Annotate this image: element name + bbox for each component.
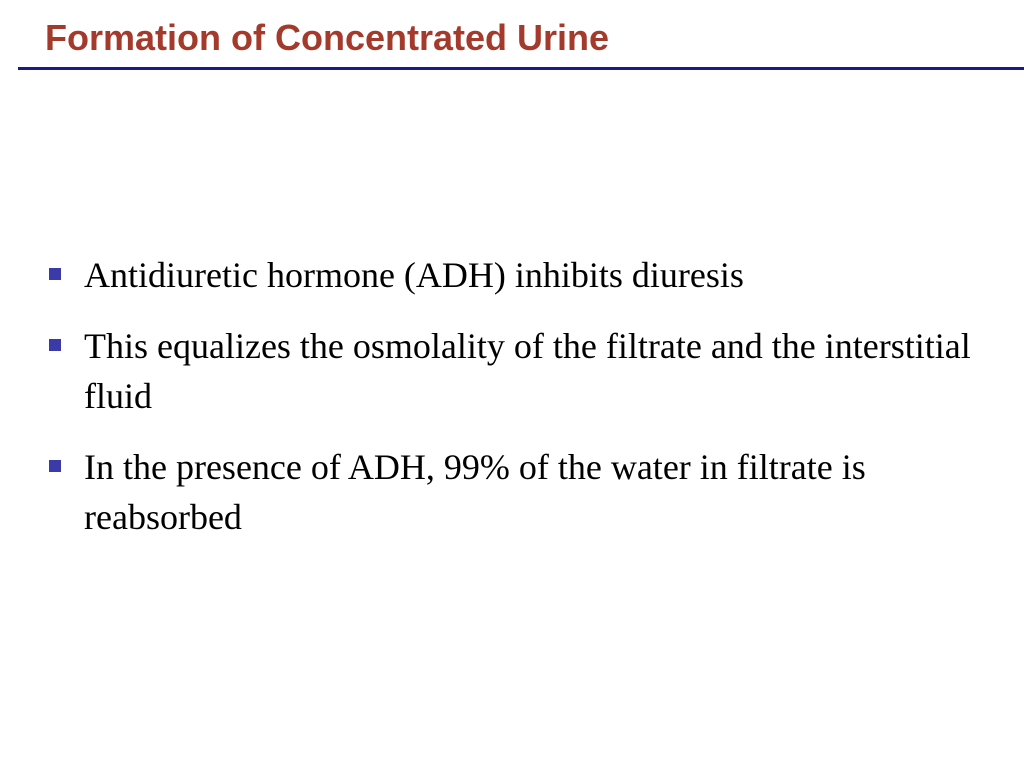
bullet-text: This equalizes the osmolality of the filtrate and the interstitial fluid bbox=[84, 326, 971, 416]
bullet-text: Antidiuretic hormone (ADH) inhibits diuresis bbox=[84, 255, 744, 295]
bullet-item bbox=[45, 250, 985, 300]
square-bullet-icon bbox=[49, 339, 61, 351]
square-bullet-icon bbox=[49, 268, 61, 280]
square-bullet-icon bbox=[49, 460, 61, 472]
title-underline bbox=[18, 67, 1024, 70]
bullet-text: In the presence of ADH, 99% of the water in filtrate is reabsorbed bbox=[84, 447, 866, 537]
bullet-list bbox=[45, 250, 985, 563]
bullet-item bbox=[45, 321, 985, 421]
bullet-item bbox=[45, 442, 985, 542]
slide-title: Formation of Concentrated Urine bbox=[45, 17, 610, 58]
